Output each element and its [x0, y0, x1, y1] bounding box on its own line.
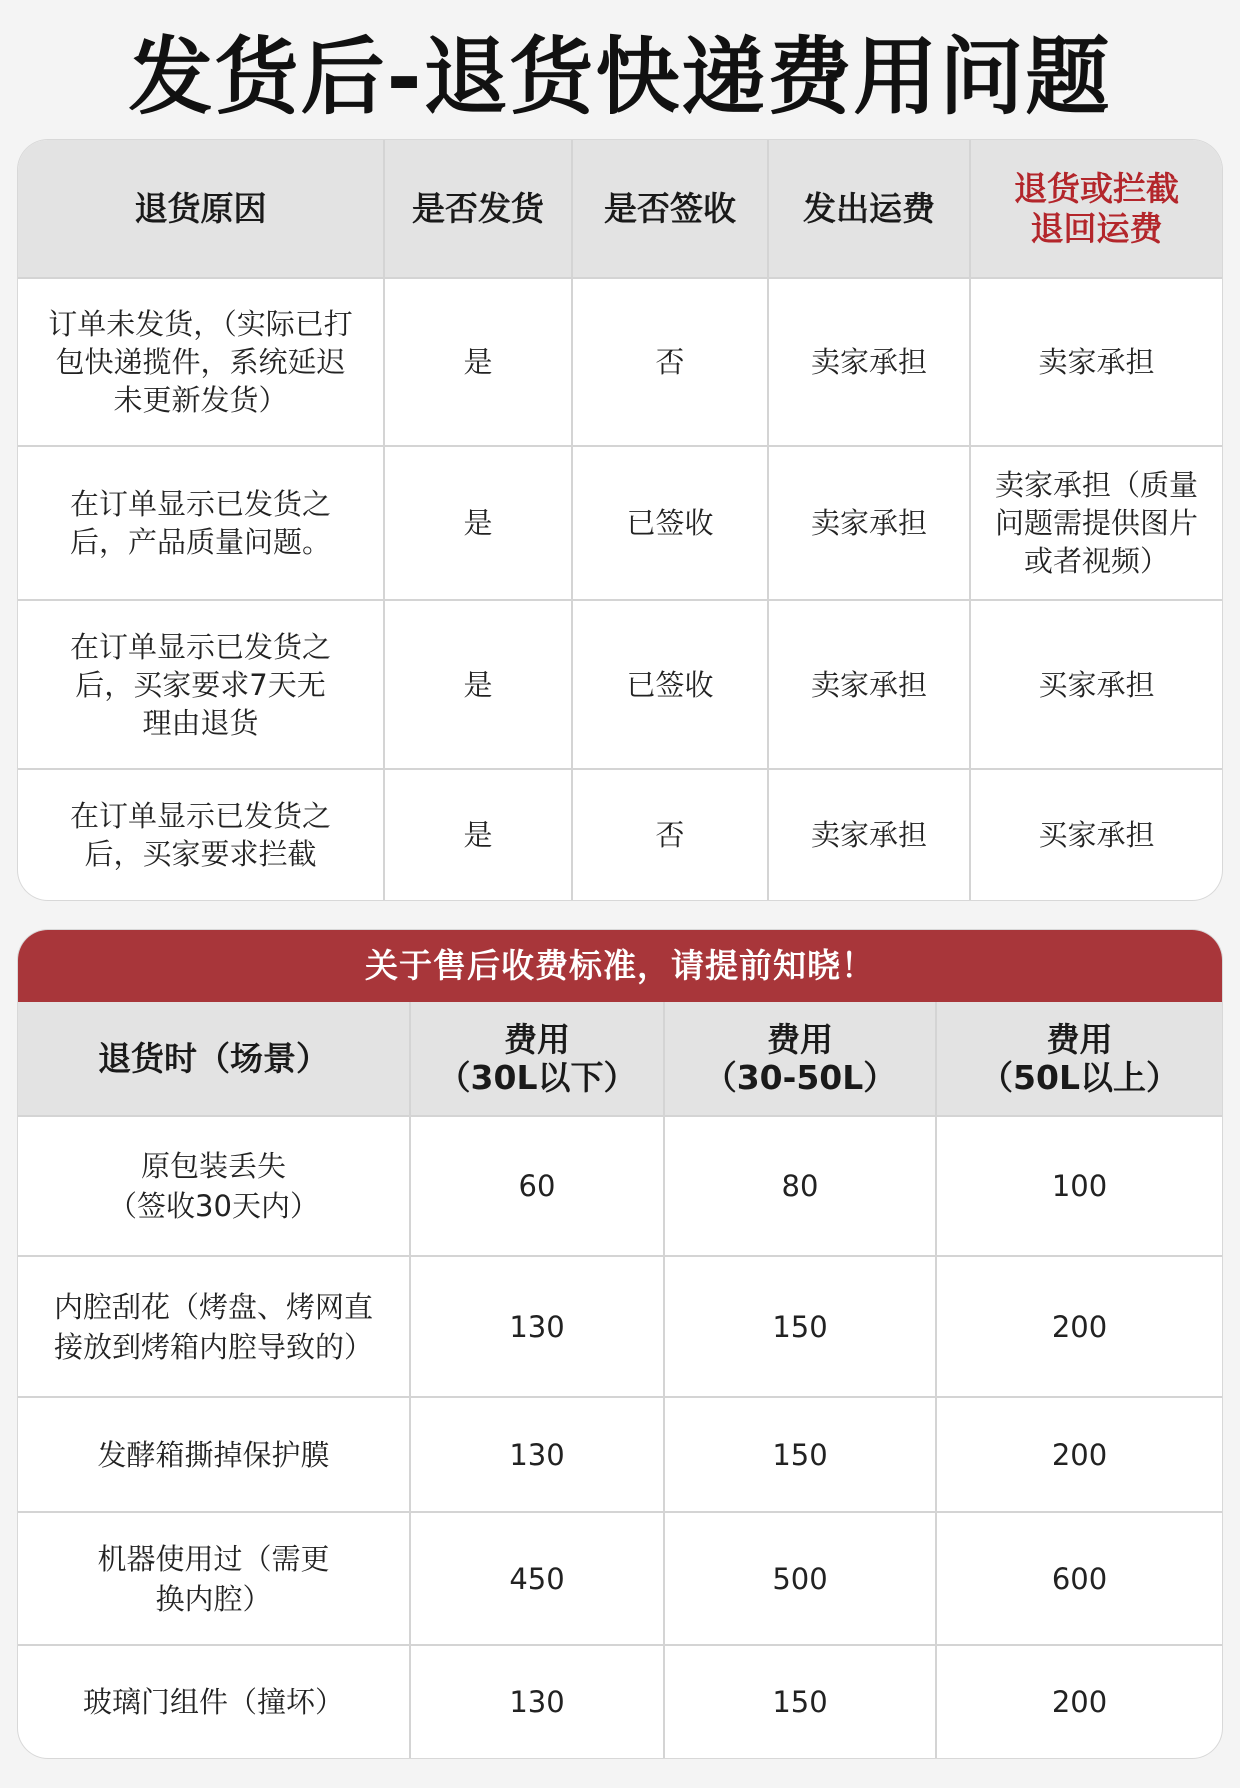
header-scenario: 退货时（场景）	[18, 1002, 410, 1116]
cell-fee-30-50l: 150	[664, 1397, 936, 1512]
after-sales-banner: 关于售后收费标准，请提前知晓！	[18, 930, 1222, 1002]
cell-fee-under-30l: 130	[410, 1645, 664, 1758]
cell-fee-over-50l: 200	[936, 1645, 1222, 1758]
header-fee-over-50l: 费用 （50L以上）	[936, 1002, 1222, 1116]
cell-fee-over-50l: 100	[936, 1116, 1222, 1256]
cell-fee-under-30l: 60	[410, 1116, 664, 1256]
header-outbound-fee: 发出运费	[768, 140, 970, 278]
cell-reason: 在订单显示已发货之 后，买家要求拦截	[18, 769, 384, 900]
cell-outbound-fee: 卖家承担	[768, 600, 970, 769]
cell-shipped: 是	[384, 446, 572, 600]
cell-return-fee: 买家承担	[970, 769, 1222, 900]
table-header-row	[18, 1002, 1222, 1116]
table-row	[18, 1397, 1222, 1512]
cell-outbound-fee: 卖家承担	[768, 769, 970, 900]
cell-return-fee: 卖家承担	[970, 278, 1222, 446]
cell-outbound-fee: 卖家承担	[768, 278, 970, 446]
header-fee-30-50l: 费用 （30-50L）	[664, 1002, 936, 1116]
table-row	[18, 446, 1222, 600]
cell-fee-30-50l: 80	[664, 1116, 936, 1256]
cell-signed: 否	[572, 278, 768, 446]
cell-fee-30-50l: 150	[664, 1256, 936, 1397]
cell-scenario: 玻璃门组件（撞坏）	[18, 1645, 410, 1758]
table-row	[18, 1256, 1222, 1397]
cell-outbound-fee: 卖家承担	[768, 446, 970, 600]
table-row	[18, 600, 1222, 769]
header-signed: 是否签收	[572, 140, 768, 278]
cell-signed: 已签收	[572, 600, 768, 769]
cell-reason: 在订单显示已发货之 后，买家要求7天无 理由退货	[18, 600, 384, 769]
table-row	[18, 278, 1222, 446]
cell-scenario: 机器使用过（需更 换内腔）	[18, 1512, 410, 1645]
cell-scenario: 原包装丢失 （签收30天内）	[18, 1116, 410, 1256]
cell-reason: 在订单显示已发货之 后，产品质量问题。	[18, 446, 384, 600]
table-header-row	[18, 140, 1222, 278]
cell-fee-under-30l: 130	[410, 1256, 664, 1397]
after-sales-fee-table	[18, 1002, 1222, 1758]
cell-fee-over-50l: 200	[936, 1397, 1222, 1512]
table-row	[18, 1645, 1222, 1758]
cell-signed: 已签收	[572, 446, 768, 600]
cell-return-fee: 买家承担	[970, 600, 1222, 769]
header-fee-under-30l: 费用 （30L以下）	[410, 1002, 664, 1116]
table-row	[18, 1116, 1222, 1256]
page-title: 发货后-退货快递费用问题	[128, 28, 1112, 126]
shipping-fee-card	[18, 140, 1222, 900]
cell-fee-30-50l: 150	[664, 1645, 936, 1758]
header-return-fee: 退货或拦截 退回运费	[970, 140, 1222, 278]
cell-reason: 订单未发货，（实际已打 包快递揽件，系统延迟 未更新发货）	[18, 278, 384, 446]
cell-fee-30-50l: 500	[664, 1512, 936, 1645]
cell-fee-under-30l: 130	[410, 1397, 664, 1512]
cell-fee-under-30l: 450	[410, 1512, 664, 1645]
cell-shipped: 是	[384, 600, 572, 769]
table-row	[18, 1512, 1222, 1645]
cell-fee-over-50l: 200	[936, 1256, 1222, 1397]
table-row	[18, 769, 1222, 900]
cell-scenario: 内腔刮花（烤盘、烤网直 接放到烤箱内腔导致的）	[18, 1256, 410, 1397]
after-sales-fee-card	[18, 930, 1222, 1758]
cell-fee-over-50l: 600	[936, 1512, 1222, 1645]
shipping-fee-table	[18, 140, 1222, 900]
cell-shipped: 是	[384, 769, 572, 900]
header-shipped: 是否发货	[384, 140, 572, 278]
cell-return-fee: 卖家承担（质量 问题需提供图片 或者视频）	[970, 446, 1222, 600]
cell-scenario: 发酵箱撕掉保护膜	[18, 1397, 410, 1512]
cell-shipped: 是	[384, 278, 572, 446]
header-reason: 退货原因	[18, 140, 384, 278]
cell-signed: 否	[572, 769, 768, 900]
